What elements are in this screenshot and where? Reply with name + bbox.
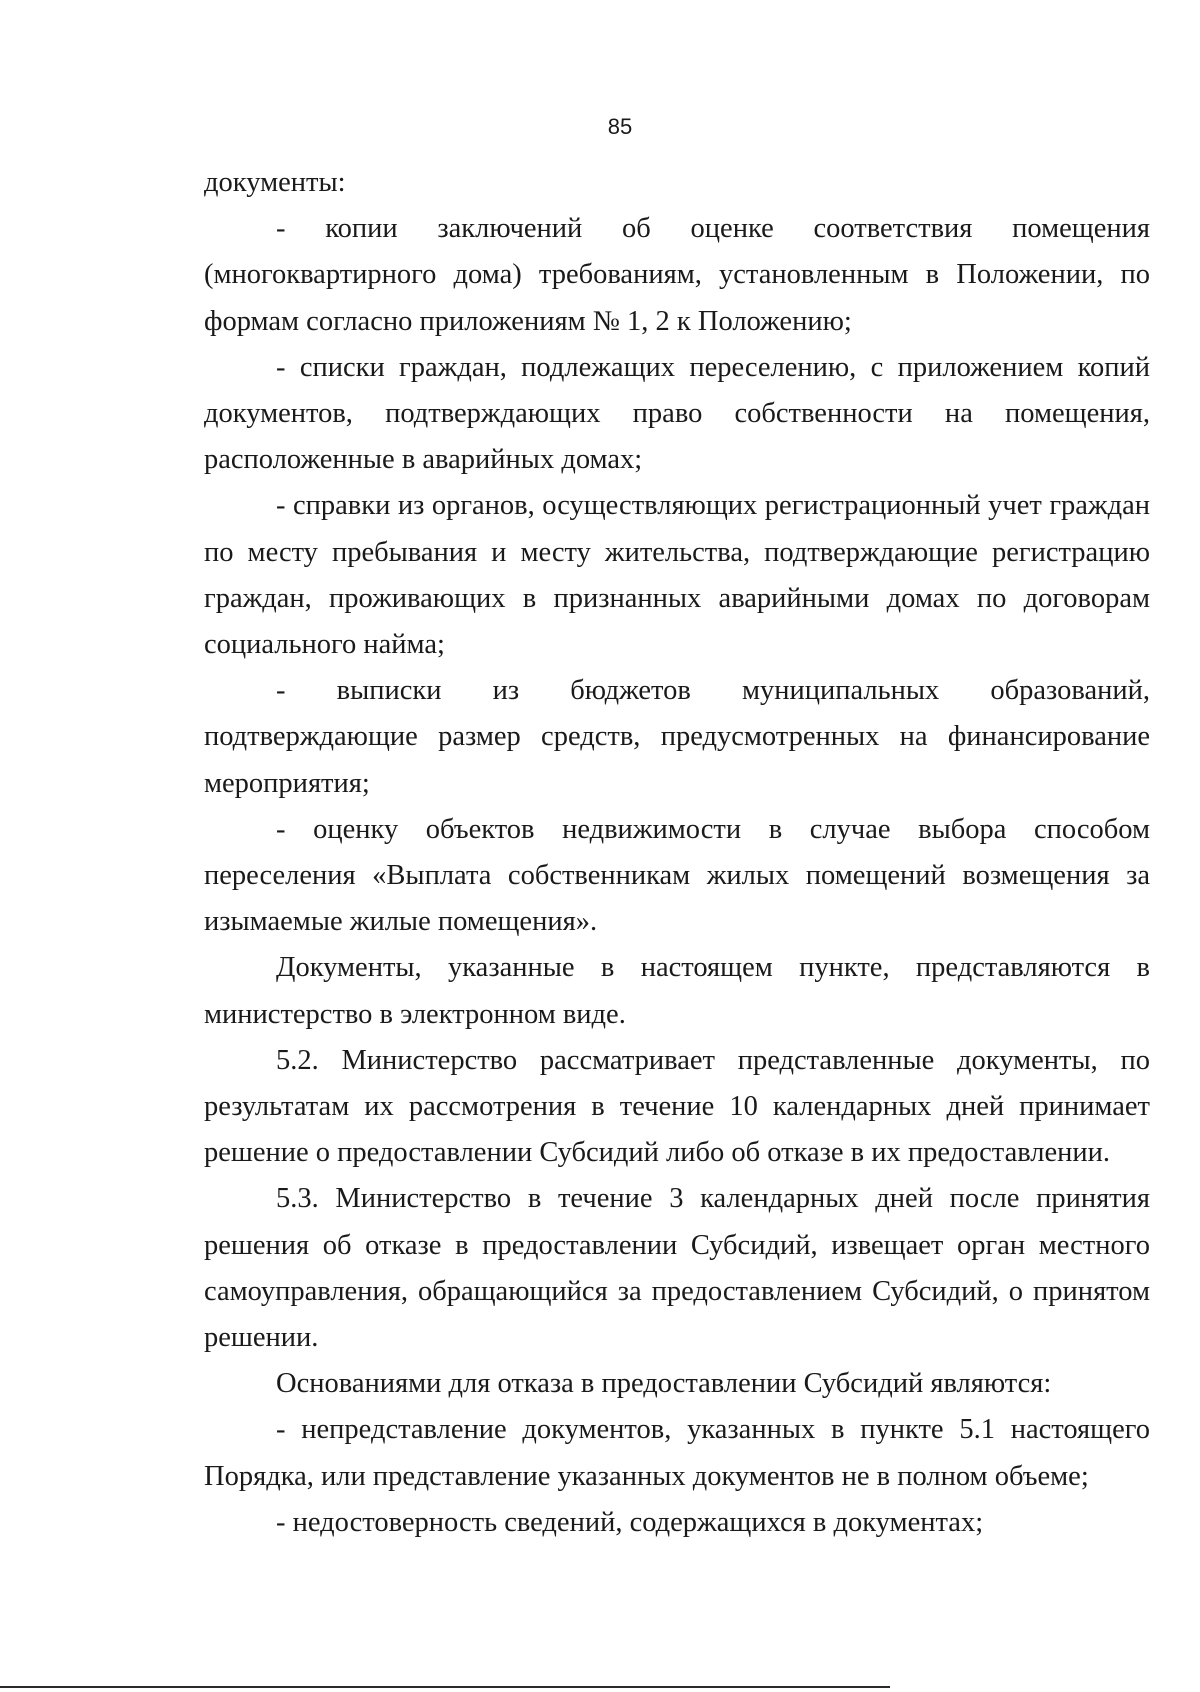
document-body xyxy=(204,160,1150,1546)
bottom-divider xyxy=(0,1686,890,1688)
list-item-unreliable-information: - недостоверность сведений, содержащихся в документах; xyxy=(276,1506,984,1538)
list-item-budget-extracts: - выписки из бюджетов муниципальных образований, подтверждающие размер средств, предусмотренных на финансирование мероприятия; xyxy=(204,675,1150,799)
list-item-assessment-copies: - копии заключений об оценке соответствия помещения (многоквартирного дома) требованиям, установленным в Положении, по формам согласно приложениям № 1, 2 к Положению; xyxy=(204,213,1150,337)
list-item-incomplete-documents: - непредставление документов, указанных в пункте 5.1 настоящего Порядка, или представление указанных документов не в полном объеме; xyxy=(204,1414,1150,1492)
list-item-citizen-lists: - списки граждан, подлежащих переселению, с приложением копий документов, подтверждающих право собственности на помещения, расположенные в аварийных домах; xyxy=(204,351,1150,476)
paragraph-refusal-grounds: Основаниями для отказа в предоставлении Субсидий являются: xyxy=(276,1368,1052,1400)
list-item-property-valuation: - оценку объектов недвижимости в случае выбора способом переселения «Выплата собственникам жилых помещений возмещения за изымаемые жилые помещения». xyxy=(204,813,1150,938)
paragraph-section-5-3: 5.3. Министерство в течение 3 календарных дней после принятия решения об отказе в предоставлении Субсидий, извещает орган местного самоуправления, обращающийся за предоставлением Субсидий, о принятом решении. xyxy=(204,1183,1150,1354)
paragraph-section-5-2: 5.2. Министерство рассматривает представленные документы, по результатам их рассмотрения в течение 10 календарных дней принимает решение о предоставлении Субсидий либо об отказе в их предоставлении. xyxy=(204,1044,1150,1169)
list-item-registration-certificates: - справки из органов, осуществляющих регистрационный учет граждан по месту пребывания и месту жительства, подтверждающие регистрацию граждан, проживающих в признанных аварийными домах по договорам социального найма; xyxy=(204,490,1150,661)
paragraph-electronic-submission: Документы, указанные в настоящем пункте, представляются в министерство в электронном виде. xyxy=(204,952,1150,1030)
page-number: 85 xyxy=(607,114,633,139)
paragraph-documents-heading: документы: xyxy=(204,167,346,198)
